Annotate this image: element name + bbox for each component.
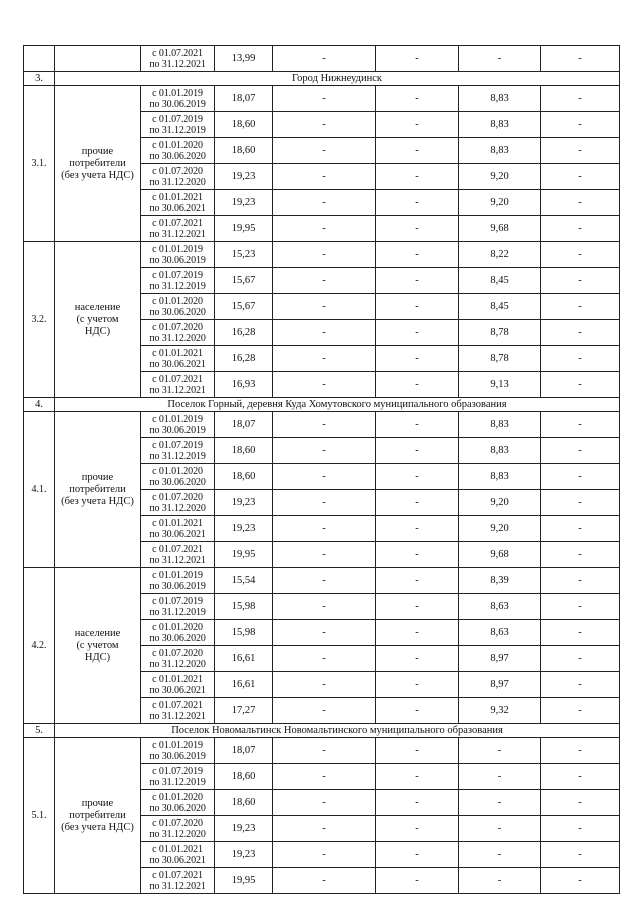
tariff-value: - xyxy=(273,764,376,790)
tariff-value: - xyxy=(541,698,620,724)
consumer-category xyxy=(55,412,141,568)
period-end: по 31.12.2020 xyxy=(149,828,206,840)
tariff-value: - xyxy=(376,672,459,698)
tariff-value: - xyxy=(541,86,620,112)
tariff-value: 16,28 xyxy=(215,346,273,372)
period-start: с 01.07.2020 xyxy=(152,165,203,177)
period-end: по 31.12.2020 xyxy=(149,658,206,670)
period-cell xyxy=(141,294,215,320)
tariff-value: - xyxy=(273,646,376,672)
tariff-value: - xyxy=(376,790,459,816)
period-start: с 01.01.2020 xyxy=(152,465,203,477)
table-row xyxy=(24,412,620,438)
category-line: потребители xyxy=(69,483,126,495)
tariff-value: - xyxy=(273,112,376,138)
tariff-value: - xyxy=(459,842,541,868)
table-row xyxy=(24,568,620,594)
period-end: по 30.06.2020 xyxy=(149,632,206,644)
tariff-value: - xyxy=(459,46,541,72)
tariff-value: - xyxy=(273,242,376,268)
section-row xyxy=(24,72,620,86)
tariff-value: - xyxy=(376,646,459,672)
tariff-value: - xyxy=(273,516,376,542)
tariff-value: - xyxy=(273,542,376,568)
period-cell xyxy=(141,46,215,72)
tariff-value: 8,83 xyxy=(459,438,541,464)
row-number-empty xyxy=(24,46,55,72)
tariff-value: - xyxy=(376,320,459,346)
tariff-value: 19,95 xyxy=(215,216,273,242)
period-end: по 30.06.2020 xyxy=(149,476,206,488)
category-line: население xyxy=(74,627,121,639)
period-start: с 01.01.2021 xyxy=(152,517,203,529)
period-cell xyxy=(141,438,215,464)
category-line: прочие xyxy=(81,145,114,157)
category-line: (с учетом xyxy=(76,313,119,325)
tariff-value: 9,20 xyxy=(459,164,541,190)
tariff-value: - xyxy=(541,438,620,464)
period-start: с 01.01.2020 xyxy=(152,295,203,307)
category-line: потребители xyxy=(69,157,126,169)
tariff-value: - xyxy=(376,216,459,242)
tariff-value: - xyxy=(273,464,376,490)
period-end: по 31.12.2021 xyxy=(149,58,206,70)
tariff-value: 18,60 xyxy=(215,138,273,164)
tariff-value: - xyxy=(376,698,459,724)
period-cell xyxy=(141,216,215,242)
tariff-value: 18,60 xyxy=(215,790,273,816)
tariff-value: - xyxy=(273,438,376,464)
period-start: с 01.07.2019 xyxy=(152,269,203,281)
period-start: с 01.07.2019 xyxy=(152,439,203,451)
category-line: (без учета НДС) xyxy=(61,169,134,181)
tariff-value: 15,98 xyxy=(215,594,273,620)
period-cell xyxy=(141,268,215,294)
period-cell xyxy=(141,346,215,372)
period-start: с 01.01.2021 xyxy=(152,843,203,855)
consumer-category xyxy=(55,86,141,242)
tariff-value: 13,99 xyxy=(215,46,273,72)
tariff-value: 15,67 xyxy=(215,268,273,294)
tariff-value: - xyxy=(273,190,376,216)
tariff-value: - xyxy=(541,372,620,398)
tariff-value: 16,61 xyxy=(215,672,273,698)
period-start: с 01.01.2020 xyxy=(152,139,203,151)
period-end: по 30.06.2020 xyxy=(149,306,206,318)
tariff-value: 15,67 xyxy=(215,294,273,320)
tariff-value: - xyxy=(273,568,376,594)
period-start: с 01.01.2021 xyxy=(152,347,203,359)
tariff-value: 8,78 xyxy=(459,346,541,372)
tariff-value: - xyxy=(376,138,459,164)
tariff-value: - xyxy=(541,138,620,164)
tariff-value: - xyxy=(541,790,620,816)
tariff-value: - xyxy=(541,764,620,790)
tariff-table xyxy=(23,45,620,894)
tariff-value: 18,60 xyxy=(215,112,273,138)
tariff-value: - xyxy=(541,242,620,268)
period-cell xyxy=(141,138,215,164)
table-body xyxy=(24,46,620,894)
tariff-value: 16,28 xyxy=(215,320,273,346)
tariff-value: 8,83 xyxy=(459,86,541,112)
tariff-value: - xyxy=(541,294,620,320)
period-cell xyxy=(141,868,215,894)
tariff-value: - xyxy=(541,112,620,138)
row-number: 3. xyxy=(24,72,55,86)
period-end: по 30.06.2021 xyxy=(149,358,206,370)
tariff-value: - xyxy=(376,86,459,112)
row-number: 3.2. xyxy=(24,242,55,398)
period-start: с 01.07.2019 xyxy=(152,595,203,607)
tariff-value: 8,83 xyxy=(459,412,541,438)
period-end: по 31.12.2021 xyxy=(149,384,206,396)
row-number: 3.1. xyxy=(24,86,55,242)
period-start: с 01.07.2021 xyxy=(152,699,203,711)
tariff-value: 8,63 xyxy=(459,620,541,646)
tariff-value: - xyxy=(541,190,620,216)
tariff-value: 18,07 xyxy=(215,86,273,112)
tariff-value: - xyxy=(376,594,459,620)
period-start: с 01.01.2019 xyxy=(152,243,203,255)
tariff-value: - xyxy=(376,464,459,490)
tariff-value: - xyxy=(541,816,620,842)
tariff-value: - xyxy=(541,46,620,72)
period-end: по 30.06.2020 xyxy=(149,150,206,162)
tariff-value: 18,60 xyxy=(215,464,273,490)
section-row xyxy=(24,724,620,738)
tariff-value: 9,68 xyxy=(459,216,541,242)
tariff-value: - xyxy=(541,738,620,764)
tariff-value: - xyxy=(376,490,459,516)
period-start: с 01.07.2020 xyxy=(152,321,203,333)
tariff-value: - xyxy=(273,594,376,620)
period-start: с 01.07.2021 xyxy=(152,543,203,555)
tariff-value: - xyxy=(273,86,376,112)
tariff-value: - xyxy=(541,490,620,516)
tariff-value: - xyxy=(376,190,459,216)
tariff-value: - xyxy=(459,790,541,816)
tariff-value: 18,60 xyxy=(215,438,273,464)
tariff-value: 15,23 xyxy=(215,242,273,268)
tariff-value: - xyxy=(376,164,459,190)
tariff-value: - xyxy=(459,764,541,790)
period-cell xyxy=(141,320,215,346)
section-title: Город Нижнеудинск xyxy=(55,72,620,86)
table-row xyxy=(24,46,620,72)
period-cell xyxy=(141,816,215,842)
tariff-value: - xyxy=(273,672,376,698)
tariff-value: - xyxy=(541,164,620,190)
tariff-value: - xyxy=(541,594,620,620)
tariff-value: 9,20 xyxy=(459,516,541,542)
period-cell xyxy=(141,790,215,816)
tariff-value: 9,20 xyxy=(459,190,541,216)
tariff-value: - xyxy=(273,738,376,764)
tariff-value: - xyxy=(273,412,376,438)
tariff-value: - xyxy=(541,542,620,568)
tariff-value: - xyxy=(376,294,459,320)
period-cell xyxy=(141,646,215,672)
category-line: население xyxy=(74,301,121,313)
tariff-value: - xyxy=(273,138,376,164)
tariff-value: - xyxy=(273,320,376,346)
tariff-value: - xyxy=(376,738,459,764)
tariff-value: - xyxy=(376,242,459,268)
tariff-value: 8,78 xyxy=(459,320,541,346)
period-start: с 01.07.2021 xyxy=(152,869,203,881)
tariff-value: - xyxy=(376,268,459,294)
tariff-value: - xyxy=(376,816,459,842)
tariff-value: 18,07 xyxy=(215,738,273,764)
tariff-value: - xyxy=(376,764,459,790)
period-end: по 31.12.2019 xyxy=(149,606,206,618)
period-end: по 30.06.2021 xyxy=(149,854,206,866)
table-row xyxy=(24,86,620,112)
tariff-value: 16,61 xyxy=(215,646,273,672)
tariff-value: 16,93 xyxy=(215,372,273,398)
tariff-value: - xyxy=(376,868,459,894)
tariff-value: - xyxy=(376,438,459,464)
period-start: с 01.01.2019 xyxy=(152,569,203,581)
period-end: по 31.12.2019 xyxy=(149,776,206,788)
tariff-value: 15,98 xyxy=(215,620,273,646)
tariff-value: - xyxy=(376,620,459,646)
period-cell xyxy=(141,516,215,542)
row-number: 5. xyxy=(24,724,55,738)
period-start: с 01.01.2019 xyxy=(152,739,203,751)
tariff-value: 8,22 xyxy=(459,242,541,268)
tariff-value: - xyxy=(376,346,459,372)
tariff-value: - xyxy=(459,868,541,894)
tariff-value: 19,95 xyxy=(215,868,273,894)
category-line: потребители xyxy=(69,809,126,821)
tariff-value: - xyxy=(273,790,376,816)
tariff-value: 19,23 xyxy=(215,842,273,868)
tariff-value: - xyxy=(273,842,376,868)
tariff-value: - xyxy=(541,516,620,542)
tariff-value: 8,97 xyxy=(459,672,541,698)
tariff-value: 19,23 xyxy=(215,516,273,542)
period-end: по 30.06.2019 xyxy=(149,98,206,110)
tariff-value: 9,68 xyxy=(459,542,541,568)
period-cell xyxy=(141,242,215,268)
period-cell xyxy=(141,112,215,138)
period-start: с 01.01.2020 xyxy=(152,621,203,633)
tariff-value: - xyxy=(273,490,376,516)
tariff-value: 8,39 xyxy=(459,568,541,594)
tariff-value: - xyxy=(273,698,376,724)
tariff-value: 8,97 xyxy=(459,646,541,672)
period-start: с 01.01.2021 xyxy=(152,191,203,203)
period-cell xyxy=(141,842,215,868)
tariff-value: - xyxy=(273,216,376,242)
tariff-value: - xyxy=(541,868,620,894)
period-end: по 31.12.2021 xyxy=(149,710,206,722)
tariff-value: - xyxy=(376,372,459,398)
category-line: прочие xyxy=(81,471,114,483)
period-end: по 30.06.2021 xyxy=(149,684,206,696)
period-cell xyxy=(141,190,215,216)
tariff-value: 8,63 xyxy=(459,594,541,620)
period-end: по 31.12.2021 xyxy=(149,554,206,566)
period-end: по 30.06.2019 xyxy=(149,424,206,436)
period-start: с 01.01.2019 xyxy=(152,87,203,99)
tariff-value: - xyxy=(459,738,541,764)
category-line: прочие xyxy=(81,797,114,809)
consumer-category xyxy=(55,242,141,398)
tariff-value: - xyxy=(541,568,620,594)
tariff-value: 19,23 xyxy=(215,164,273,190)
tariff-value: - xyxy=(273,268,376,294)
row-number: 5.1. xyxy=(24,738,55,894)
tariff-value: - xyxy=(541,842,620,868)
tariff-value: - xyxy=(541,268,620,294)
tariff-value: - xyxy=(541,464,620,490)
period-cell xyxy=(141,568,215,594)
tariff-value: - xyxy=(273,294,376,320)
tariff-value: 19,95 xyxy=(215,542,273,568)
period-cell xyxy=(141,594,215,620)
row-number: 4.2. xyxy=(24,568,55,724)
tariff-value: - xyxy=(273,346,376,372)
table-row xyxy=(24,242,620,268)
tariff-value: - xyxy=(541,620,620,646)
period-end: по 30.06.2021 xyxy=(149,202,206,214)
tariff-value: 15,54 xyxy=(215,568,273,594)
period-start: с 01.01.2020 xyxy=(152,791,203,803)
period-cell xyxy=(141,738,215,764)
category-line: НДС) xyxy=(84,651,111,663)
section-title: Поселок Новомальтинск Новомальтинского муниципального образования xyxy=(55,724,620,738)
period-end: по 31.12.2021 xyxy=(149,228,206,240)
tariff-value: 9,13 xyxy=(459,372,541,398)
tariff-value: - xyxy=(273,816,376,842)
tariff-value: - xyxy=(273,620,376,646)
tariff-value: - xyxy=(376,842,459,868)
tariff-value: - xyxy=(541,216,620,242)
row-number: 4. xyxy=(24,398,55,412)
tariff-value: 8,45 xyxy=(459,268,541,294)
period-cell xyxy=(141,542,215,568)
period-cell xyxy=(141,412,215,438)
tariff-value: - xyxy=(273,46,376,72)
tariff-value: 18,07 xyxy=(215,412,273,438)
period-cell xyxy=(141,698,215,724)
period-end: по 31.12.2019 xyxy=(149,450,206,462)
period-cell xyxy=(141,672,215,698)
tariff-value: - xyxy=(376,412,459,438)
table-row xyxy=(24,738,620,764)
period-end: по 30.06.2019 xyxy=(149,750,206,762)
period-cell xyxy=(141,164,215,190)
tariff-value: - xyxy=(376,568,459,594)
tariff-value: 8,83 xyxy=(459,112,541,138)
tariff-value: - xyxy=(376,46,459,72)
tariff-value: 19,23 xyxy=(215,490,273,516)
period-end: по 30.06.2021 xyxy=(149,528,206,540)
period-cell xyxy=(141,464,215,490)
tariff-value: 8,83 xyxy=(459,464,541,490)
tariff-value: - xyxy=(541,320,620,346)
tariff-value: - xyxy=(541,672,620,698)
period-end: по 31.12.2020 xyxy=(149,176,206,188)
period-start: с 01.07.2021 xyxy=(152,217,203,229)
period-end: по 30.06.2019 xyxy=(149,580,206,592)
category-line: (с учетом xyxy=(76,639,119,651)
tariff-value: - xyxy=(541,412,620,438)
period-end: по 30.06.2019 xyxy=(149,254,206,266)
tariff-value: - xyxy=(273,164,376,190)
period-end: по 30.06.2020 xyxy=(149,802,206,814)
tariff-value: - xyxy=(376,542,459,568)
category-empty xyxy=(55,46,141,72)
tariff-value: 9,32 xyxy=(459,698,541,724)
period-end: по 31.12.2019 xyxy=(149,280,206,292)
period-start: с 01.07.2021 xyxy=(152,47,203,59)
period-cell xyxy=(141,764,215,790)
period-cell xyxy=(141,372,215,398)
consumer-category xyxy=(55,568,141,724)
tariff-value: 18,60 xyxy=(215,764,273,790)
tariff-value: - xyxy=(541,646,620,672)
period-start: с 01.07.2019 xyxy=(152,765,203,777)
period-start: с 01.07.2020 xyxy=(152,817,203,829)
tariff-value: 8,45 xyxy=(459,294,541,320)
section-title: Поселок Горный, деревня Куда Хомутовского муниципального образования xyxy=(55,398,620,412)
tariff-value: - xyxy=(273,372,376,398)
section-row xyxy=(24,398,620,412)
category-line: НДС) xyxy=(84,325,111,337)
tariff-value: - xyxy=(459,816,541,842)
period-end: по 31.12.2019 xyxy=(149,124,206,136)
tariff-value: 17,27 xyxy=(215,698,273,724)
period-end: по 31.12.2020 xyxy=(149,332,206,344)
period-end: по 31.12.2020 xyxy=(149,502,206,514)
tariff-value: - xyxy=(376,516,459,542)
tariff-value: - xyxy=(541,346,620,372)
period-start: с 01.01.2021 xyxy=(152,673,203,685)
period-cell xyxy=(141,490,215,516)
category-line: (без учета НДС) xyxy=(61,821,134,833)
period-start: с 01.07.2020 xyxy=(152,491,203,503)
consumer-category xyxy=(55,738,141,894)
tariff-value: - xyxy=(273,868,376,894)
tariff-value: 19,23 xyxy=(215,190,273,216)
category-line: (без учета НДС) xyxy=(61,495,134,507)
period-cell xyxy=(141,86,215,112)
row-number: 4.1. xyxy=(24,412,55,568)
period-start: с 01.01.2019 xyxy=(152,413,203,425)
tariff-value: - xyxy=(376,112,459,138)
period-start: с 01.07.2019 xyxy=(152,113,203,125)
period-cell xyxy=(141,620,215,646)
period-end: по 31.12.2021 xyxy=(149,880,206,892)
period-start: с 01.07.2021 xyxy=(152,373,203,385)
period-start: с 01.07.2020 xyxy=(152,647,203,659)
tariff-value: 19,23 xyxy=(215,816,273,842)
tariff-value: 8,83 xyxy=(459,138,541,164)
tariff-value: 9,20 xyxy=(459,490,541,516)
